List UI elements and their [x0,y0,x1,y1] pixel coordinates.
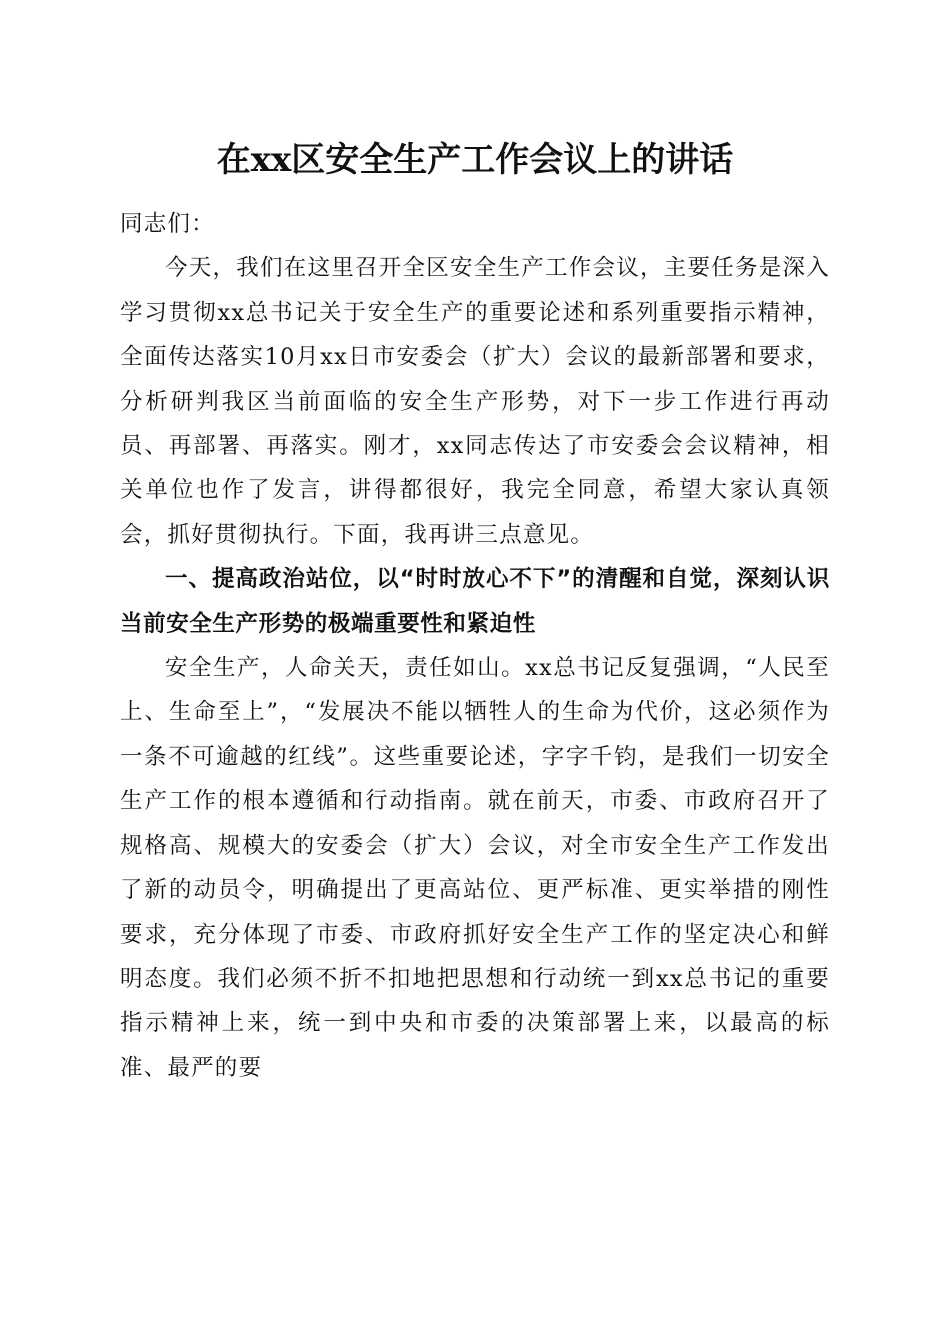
opening-paragraph: 今天，我们在这里召开全区安全生产工作会议，主要任务是深入学习贯彻xx总书记关于安全生产的重要论述和系列重要指示精神，全面传达落实10月xx日市安委会（扩大）会议的最新部署和要求，分析研判我区当前面临的安全生产形势，对下一步工作进行再动员、再部署、再落实。刚才，xx同志传达了市安委会会议精神，相关单位也作了发言，讲得都很好，我完全同意，希望大家认真领会，抓好贯彻执行。下面，我再讲三点意见。 [120,255,830,548]
salutation: 同志们： [120,211,215,237]
section-1-paragraph: 安全生产，人命关天，责任如山。xx总书记反复强调，“人民至上、生命至上”，“发展决不能以牺牲人的生命为代价，这必须作为一条不可逾越的红线”。这些重要论述，字字千钧，是我们一切安全生产工作的根本遵循和行动指南。就在前天，市委、市政府召开了规格高、规模大的安委会（扩大）会议，对全市安全生产工作发出了新的动员令，明确提出了更高站位、更严标准、更实举措的刚性要求，充分体现了市委、市政府抓好安全生产工作的坚定决心和鲜明态度。我们必须不折不扣地把思想和行动统一到xx总书记的重要指示精神上来，统一到中央和市委的决策部署上来，以最高的标准、最严的要 [120,655,830,1081]
document-body [120,202,830,1090]
section-heading-1: 一、提高政治站位，以“时时放心不下”的清醒和自觉，深刻认识当前安全生产形势的极端重要性和紧迫性 [120,566,830,637]
document-title: 在xx区安全生产工作会议上的讲话 [216,140,734,180]
